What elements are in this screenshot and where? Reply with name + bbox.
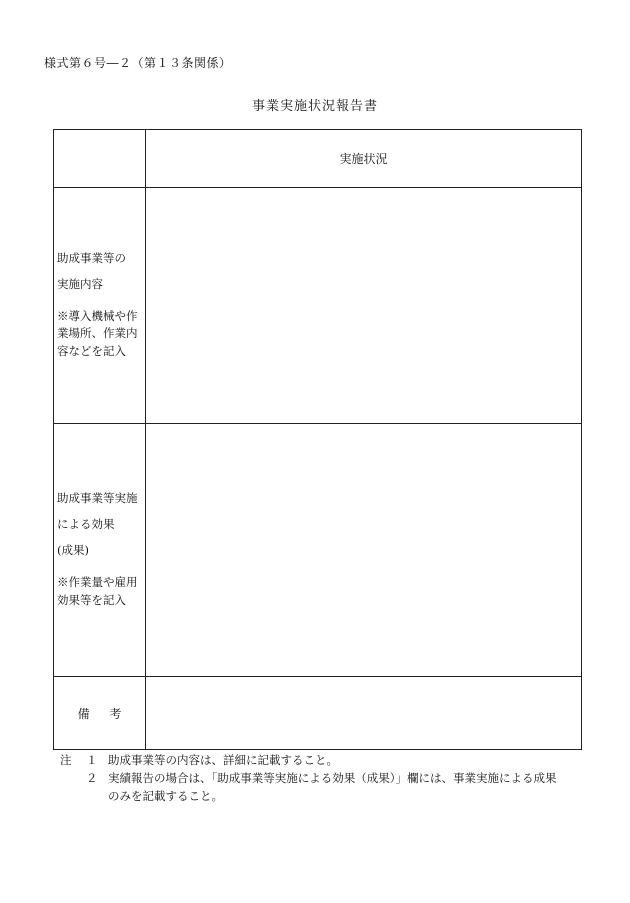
effect-label xyxy=(54,424,146,677)
note-item xyxy=(60,770,600,788)
note-number: １ xyxy=(86,753,98,767)
remarks-field[interactable] xyxy=(146,677,582,750)
header-blank-cell xyxy=(54,130,146,188)
implementation-status-header: 実施状況 xyxy=(146,130,582,188)
label-note-line: 効果等を記入 xyxy=(57,592,126,607)
note-text: 助成事業等の内容は、詳細に記載すること。 xyxy=(108,753,338,767)
remarks-label: 備 考 xyxy=(54,677,146,750)
report-table xyxy=(53,129,582,750)
label-note-line: 業場所、作業内 xyxy=(57,326,138,341)
label-line: 実施内容 xyxy=(57,276,103,291)
note-number: ２ xyxy=(86,770,98,785)
label-line: 助成事業等実施 xyxy=(57,491,138,506)
label-note-line: ※作業量や雇用 xyxy=(57,574,138,589)
label-note-line: 容などを記入 xyxy=(57,344,126,359)
notes-section xyxy=(60,752,600,805)
note-item-continuation xyxy=(60,788,600,806)
effect-field[interactable] xyxy=(146,424,582,677)
notes-prefix: 注 xyxy=(60,753,72,767)
note-text-continuation: のみを記載すること。 xyxy=(108,788,223,803)
implementation-content-row xyxy=(54,188,582,424)
implementation-content-label xyxy=(54,188,146,424)
remarks-row xyxy=(54,677,582,750)
label-line: (成果) xyxy=(57,543,89,558)
implementation-content-field[interactable] xyxy=(146,188,582,424)
effect-row xyxy=(54,424,582,677)
document-title: 事業実施状況報告書 xyxy=(251,99,378,114)
label-note-line: ※導入機械や作 xyxy=(57,308,138,323)
table-header-row xyxy=(54,130,582,188)
note-text xyxy=(108,770,600,788)
note-item xyxy=(60,752,600,770)
form-number: 様式第６号―２（第１３条関係） xyxy=(44,56,232,70)
label-line: 助成事業等の xyxy=(57,250,126,265)
note-text-line: 実績報告の場合は、「助成事業等実施による効果（成果）」欄には、事業実施による成果 xyxy=(108,770,557,785)
label-line: による効果 xyxy=(57,517,115,532)
